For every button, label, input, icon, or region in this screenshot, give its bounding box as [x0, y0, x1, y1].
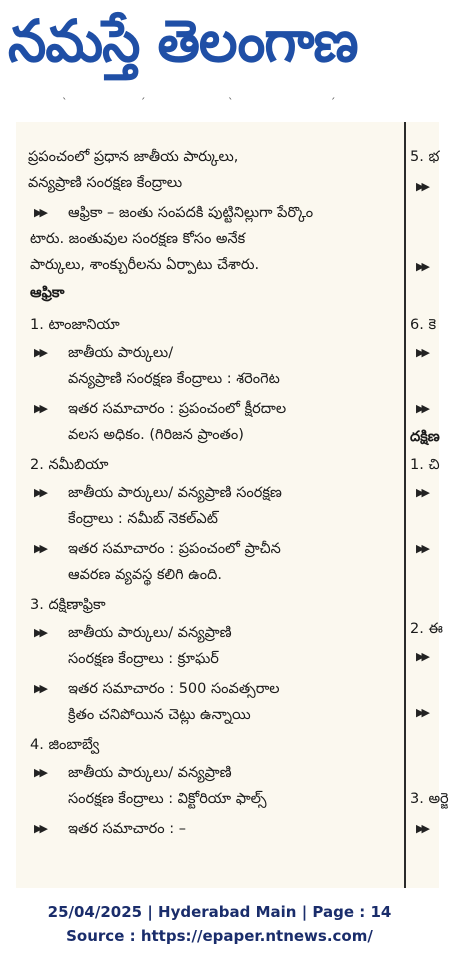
- item-title: 2. ఈ: [410, 621, 443, 637]
- double-arrow-icon: ▶▶: [34, 206, 45, 219]
- footer-date-edition: 25/04/2025 | Hyderabad Main | Page : 14: [47, 903, 392, 921]
- double-arrow-icon: ▶▶: [34, 822, 45, 835]
- item-text: సంరక్షణ కేంద్రాలు : క్రూఘర్: [68, 651, 219, 667]
- item-title: 1. టాంజానియా: [30, 317, 120, 333]
- double-arrow-icon: ▶▶: [34, 486, 45, 499]
- double-arrow-icon: ▶▶: [34, 682, 45, 695]
- double-arrow-icon: ▶▶: [416, 542, 427, 555]
- item-text: ఆవరణ వ్యవస్థ కలిగి ఉంది.: [68, 567, 222, 583]
- item-text: సంరక్షణ కేంద్రాలు : విక్టోరియా ఫాల్స్: [68, 791, 267, 807]
- item-title: 3. అర్జె: [410, 791, 449, 807]
- item-text: జాతీయ పార్కులు/ వన్యప్రాణి: [68, 625, 232, 641]
- item-text: జాతీయ పార్కులు/: [68, 345, 174, 361]
- item-text: జాతీయ పార్కులు/ వన్యప్రాణి: [68, 765, 232, 781]
- item-text: జాతీయ పార్కులు/ వన్యప్రాణి సంరక్షణ: [68, 485, 282, 501]
- double-arrow-icon: ▶▶: [34, 346, 45, 359]
- cut-mark: ˊ: [140, 96, 146, 109]
- section-heading: దక్షిణ: [410, 429, 440, 445]
- section-heading: ఆఫ్రికా: [30, 285, 65, 301]
- item-title: 2. నమీబియా: [30, 457, 109, 473]
- double-arrow-icon: ▶▶: [34, 402, 45, 415]
- column-divider: [404, 122, 406, 888]
- double-arrow-icon: ▶▶: [416, 822, 427, 835]
- intro-text: పార్కులు, శాంక్చురీలను ఏర్పాటు చేశారు.: [30, 257, 260, 273]
- double-arrow-icon: ▶▶: [416, 706, 427, 719]
- cut-mark: ˋ: [62, 96, 68, 109]
- double-arrow-icon: ▶▶: [416, 486, 427, 499]
- intro-text: టారు. జంతువుల సంరక్షణ కోసం అనేక: [30, 231, 246, 247]
- epaper-footer: [0, 900, 439, 967]
- double-arrow-icon: ▶▶: [416, 402, 427, 415]
- double-arrow-icon: ▶▶: [416, 180, 427, 193]
- item-title: 6. కె: [410, 317, 437, 333]
- article-left-column: [16, 122, 404, 888]
- item-text: వన్యప్రాణి సంరక్షణ కేంద్రాలు : శరెంగెట: [68, 371, 280, 387]
- cut-text-strip: [0, 92, 439, 114]
- cut-mark: ˊ: [330, 96, 336, 109]
- item-text: ఇతర సమాచారం : –: [68, 821, 186, 837]
- item-text: ఇతర సమాచారం : ప్రపంచంలో ప్రాచీన: [68, 541, 281, 557]
- double-arrow-icon: ▶▶: [34, 766, 45, 779]
- footer-source-link[interactable]: Source : https://epaper.ntnews.com/: [66, 927, 373, 945]
- item-text: ఇతర సమాచారం : 500 సంవత్సరాల: [68, 681, 280, 697]
- cut-mark: ˋ: [228, 96, 234, 109]
- masthead: [0, 0, 439, 92]
- item-text: వలస అధికం. (గిరిజన ప్రాంతం): [68, 427, 244, 443]
- masthead-title: నమస్తే తెలంగాణ: [8, 7, 358, 75]
- item-text: క్రితం చనిపోయిన చెట్లు ఉన్నాయి: [68, 707, 251, 723]
- double-arrow-icon: ▶▶: [416, 650, 427, 663]
- item-text: ఇతర సమాచారం : ప్రపంచంలో క్షీరదాల: [68, 401, 287, 417]
- intro-text: ఆఫ్రికా – జంతు సంపదకి పుట్టినిల్లుగా పేర్కొం: [68, 205, 314, 221]
- item-title: 3. దక్షిణాఫ్రికా: [30, 597, 106, 613]
- article-right-column: [408, 122, 448, 888]
- article-clipping: [16, 122, 449, 888]
- double-arrow-icon: ▶▶: [416, 346, 427, 359]
- double-arrow-icon: ▶▶: [34, 626, 45, 639]
- item-title: 1. చి: [410, 457, 440, 473]
- double-arrow-icon: ▶▶: [34, 542, 45, 555]
- article-heading: ప్రపంచంలో ప్రధాన జాతీయ పార్కులు,: [28, 149, 239, 165]
- item-text: కేంద్రాలు : నమీబ్ నెకల్‌ఎట్: [68, 511, 218, 527]
- double-arrow-icon: ▶▶: [416, 260, 427, 273]
- item-title: 5. భ: [410, 149, 440, 165]
- article-heading: వన్యప్రాణి సంరక్షణ కేంద్రాలు: [28, 175, 183, 191]
- item-title: 4. జింబాబ్వే: [30, 737, 100, 753]
